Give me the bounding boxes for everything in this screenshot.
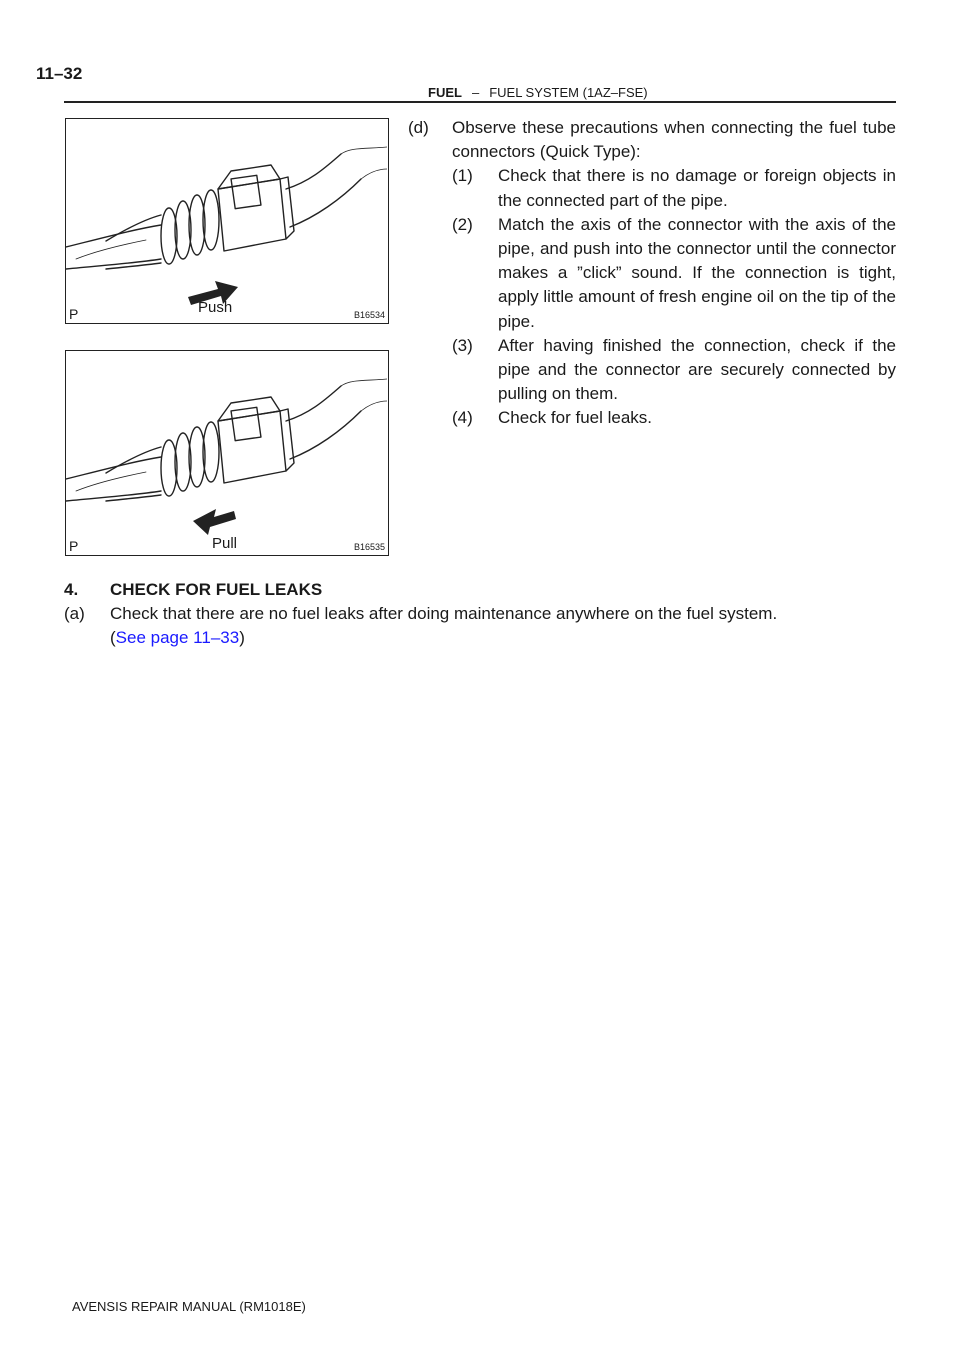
substep-text: Check for fuel leaks. bbox=[498, 408, 653, 428]
pull-arrow-icon bbox=[193, 509, 236, 535]
substep-3 bbox=[452, 334, 896, 407]
header-subsection: FUEL SYSTEM (1AZ–FSE) bbox=[489, 85, 648, 100]
figure-label-pull: Pull bbox=[212, 535, 238, 552]
step-d-block bbox=[408, 116, 896, 431]
substep-text: After having finished the connection, check if the pipe and the connector are securely connected by pulling on them. bbox=[498, 335, 896, 404]
header-rule bbox=[64, 101, 896, 103]
step-number: (d) bbox=[408, 118, 429, 137]
footer-manual-title: AVENSIS REPAIR MANUAL (RM1018E) bbox=[72, 1299, 306, 1314]
step-text: Check that there are no fuel leaks after doing maintenance anywhere on the fuel system. bbox=[110, 604, 778, 624]
substep-1 bbox=[452, 164, 896, 212]
step-text: Observe these precautions when connecting the fuel tube connectors (Quick Type): bbox=[452, 118, 896, 162]
figure-label-push: Push bbox=[198, 299, 233, 316]
reference-paren-close: ) bbox=[239, 628, 245, 648]
substep-number: (1) bbox=[452, 166, 473, 186]
step-number: 4. bbox=[64, 580, 79, 599]
figure-push bbox=[65, 118, 389, 324]
page-reference bbox=[64, 626, 896, 650]
substep-text: Match the axis of the connector with the axis of the pipe, and push into the connector until the connector makes a ”click” sound. If the connection is tight, apply little amount of fresh engine oil on the tip of the pipe. bbox=[498, 214, 896, 331]
step-heading-text: CHECK FOR FUEL LEAKS bbox=[110, 580, 323, 599]
substep-text: Check that there is no damage or foreign objects in the connected part of the pipe. bbox=[498, 166, 896, 210]
step-4-block bbox=[64, 578, 896, 651]
page-number: 11–32 bbox=[36, 64, 83, 83]
substep-number: (2) bbox=[452, 214, 473, 234]
step-4a bbox=[64, 602, 896, 626]
connector-pull-illustration bbox=[66, 351, 387, 554]
step-4-heading bbox=[64, 578, 896, 602]
connector-push-illustration bbox=[66, 119, 387, 322]
reference-paren-open: ( bbox=[110, 628, 116, 648]
figure-id: B16535 bbox=[353, 542, 385, 552]
figure-corner-mark: P bbox=[69, 306, 79, 322]
running-header bbox=[428, 85, 648, 100]
substep-number: (4) bbox=[452, 408, 473, 428]
step-number: (a) bbox=[64, 604, 85, 624]
header-section: FUEL bbox=[428, 85, 462, 100]
substep-2 bbox=[452, 213, 896, 334]
figure-corner-mark: P bbox=[69, 538, 79, 554]
substep-4 bbox=[452, 406, 896, 430]
figure-pull bbox=[65, 350, 389, 556]
substep-number: (3) bbox=[452, 335, 473, 355]
header-separator: – bbox=[471, 85, 480, 100]
see-page-link[interactable]: See page 11–33 bbox=[115, 628, 240, 648]
figure-id: B16534 bbox=[353, 310, 385, 320]
step-d bbox=[408, 116, 896, 164]
